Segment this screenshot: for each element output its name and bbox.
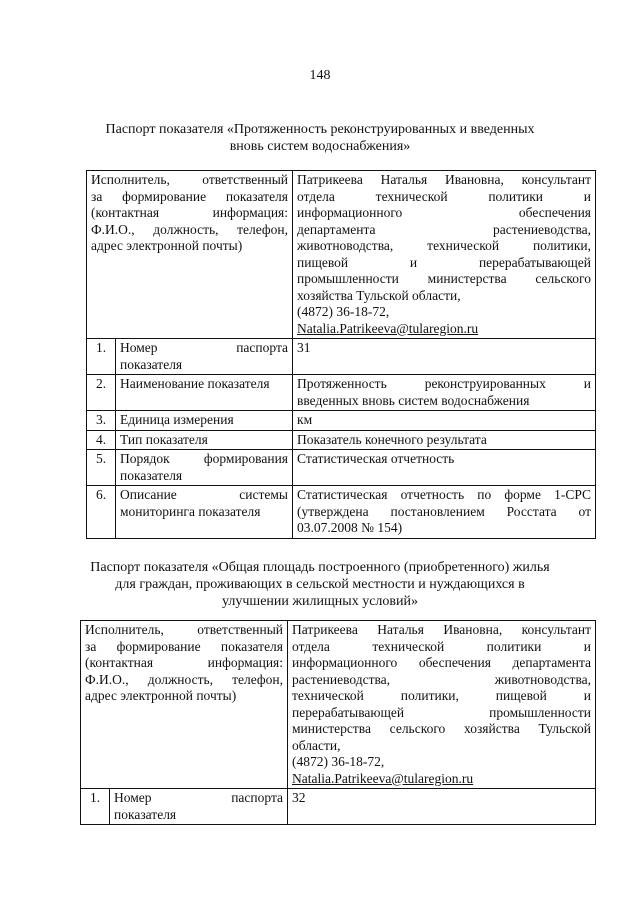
text-line: промышленности министерства сельского: [297, 271, 592, 286]
table-row: [87, 375, 596, 411]
text-line: хозяйства Тульской области,: [297, 287, 461, 303]
text-line: показателя: [120, 467, 183, 483]
row-value: [288, 789, 596, 825]
row-number: 6.: [87, 486, 116, 539]
title-line: вновь систем водоснабжения»: [229, 139, 411, 154]
text-line: за формирование показателя: [91, 188, 289, 204]
title-line: Паспорт показателя «Общая площадь построенного (приобретенного) жилья: [90, 560, 550, 575]
email-link[interactable]: Natalia.Patrikeeva@tularegion.ru: [297, 320, 479, 336]
text-line: Номер паспорта: [114, 790, 284, 805]
text-line: растениеводства, животноводства,: [292, 671, 592, 687]
row-number: 2.: [87, 375, 116, 411]
text-line: животноводства, технической политики,: [297, 238, 592, 253]
text-line: министерства сельского хозяйства Тульской: [292, 721, 592, 736]
text-line: Статистическая отчетность по форме 1-СРС: [297, 487, 592, 502]
text-line: области,: [292, 737, 341, 753]
executor-row: [87, 171, 596, 339]
text-line: Ф.И.О., должность, телефон,: [85, 671, 284, 687]
row-number: 1.: [81, 789, 110, 825]
text-line: отдела технической политики и: [292, 638, 592, 654]
row-label: [116, 339, 293, 375]
row-label: [116, 375, 293, 411]
passport-2-table: [80, 620, 596, 825]
row-number: 3.: [87, 411, 116, 431]
passport-1-table: [86, 170, 596, 539]
table-row: [81, 789, 596, 825]
text-line: показателя: [114, 806, 177, 822]
table-row: [87, 450, 596, 486]
executor-label: [87, 171, 293, 339]
text-line: отдела технической политики и: [297, 188, 592, 204]
row-number: 4.: [87, 430, 116, 450]
text-line: за формирование показателя: [85, 638, 284, 654]
row-value: [293, 486, 596, 539]
text-line: 32: [292, 790, 306, 805]
row-value: [293, 411, 596, 431]
text-line: мониторинга показателя: [120, 503, 261, 519]
text-line: Порядок формирования: [120, 451, 289, 466]
text-line: Единица измерения: [120, 412, 234, 427]
text-line: технической политики, пищевой и: [292, 688, 592, 703]
text-line: пищевой и перерабатывающей: [297, 254, 592, 270]
row-value: [293, 430, 596, 450]
text-line: адрес электронной почты): [85, 688, 237, 703]
text-line: (контактная информация:: [85, 655, 284, 670]
text-line: Исполнитель, ответственный: [91, 172, 289, 187]
row-label: [116, 450, 293, 486]
table-row: [87, 486, 596, 539]
text-line: (контактная информация:: [91, 205, 289, 220]
text-line: перерабатывающей промышленности: [292, 704, 592, 720]
passport-1-title: [80, 121, 560, 155]
executor-label: [81, 621, 288, 789]
table-row: [87, 339, 596, 375]
passport-2-title: [80, 559, 560, 610]
text-line: Патрикеева Наталья Ивановна, консультант: [292, 622, 592, 637]
executor-row: [81, 621, 596, 789]
text-line: Наименование показателя: [120, 376, 270, 391]
title-line: Паспорт показателя «Протяженность реконструированных и введенных: [105, 122, 535, 137]
text-line: Тип показателя: [120, 431, 208, 447]
title-line: для граждан, проживающих в сельской местности и нуждающихся в: [115, 577, 525, 592]
text-line: информационного обеспечения департамента: [292, 655, 592, 670]
row-value: [293, 375, 596, 411]
row-value: [293, 450, 596, 486]
text-line: департамента растениеводства,: [297, 221, 592, 237]
table-row: [87, 430, 596, 450]
text-line: Ф.И.О., должность, телефон,: [91, 221, 289, 237]
email-link[interactable]: Natalia.Patrikeeva@tularegion.ru: [292, 770, 474, 786]
text-line: (утверждена постановлением Росстата от: [297, 503, 592, 519]
text-line: (4872) 36-18-72,: [297, 304, 390, 319]
executor-value: [293, 171, 596, 339]
text-line: введенных вновь систем водоснабжения: [297, 392, 530, 408]
row-label: [116, 411, 293, 431]
row-label: [116, 430, 293, 450]
row-number: 1.: [87, 339, 116, 375]
text-line: (4872) 36-18-72,: [292, 754, 385, 769]
text-line: Статистическая отчетность: [297, 451, 455, 466]
text-line: 31: [297, 340, 311, 355]
text-line: Исполнитель, ответственный: [85, 622, 284, 637]
text-line: Протяженность реконструированных и: [297, 376, 592, 391]
text-line: Патрикеева Наталья Ивановна, консультант: [297, 172, 592, 187]
title-line: улучшении жилищных условий»: [222, 594, 418, 609]
row-value: [293, 339, 596, 375]
text-line: адрес электронной почты): [91, 238, 243, 253]
page-number: 148: [309, 68, 331, 83]
text-line: 03.07.2008 № 154): [297, 520, 403, 535]
text-line: показателя: [120, 356, 183, 372]
text-line: Номер паспорта: [120, 340, 289, 355]
row-label: [110, 789, 288, 825]
text-line: Описание системы: [120, 487, 289, 502]
executor-value: [288, 621, 596, 789]
text-line: информационного обеспечения: [297, 205, 592, 220]
text-line: км: [297, 412, 313, 427]
table-row: [87, 411, 596, 431]
row-label: [116, 486, 293, 539]
text-line: Показатель конечного результата: [297, 431, 487, 447]
row-number: 5.: [87, 450, 116, 486]
